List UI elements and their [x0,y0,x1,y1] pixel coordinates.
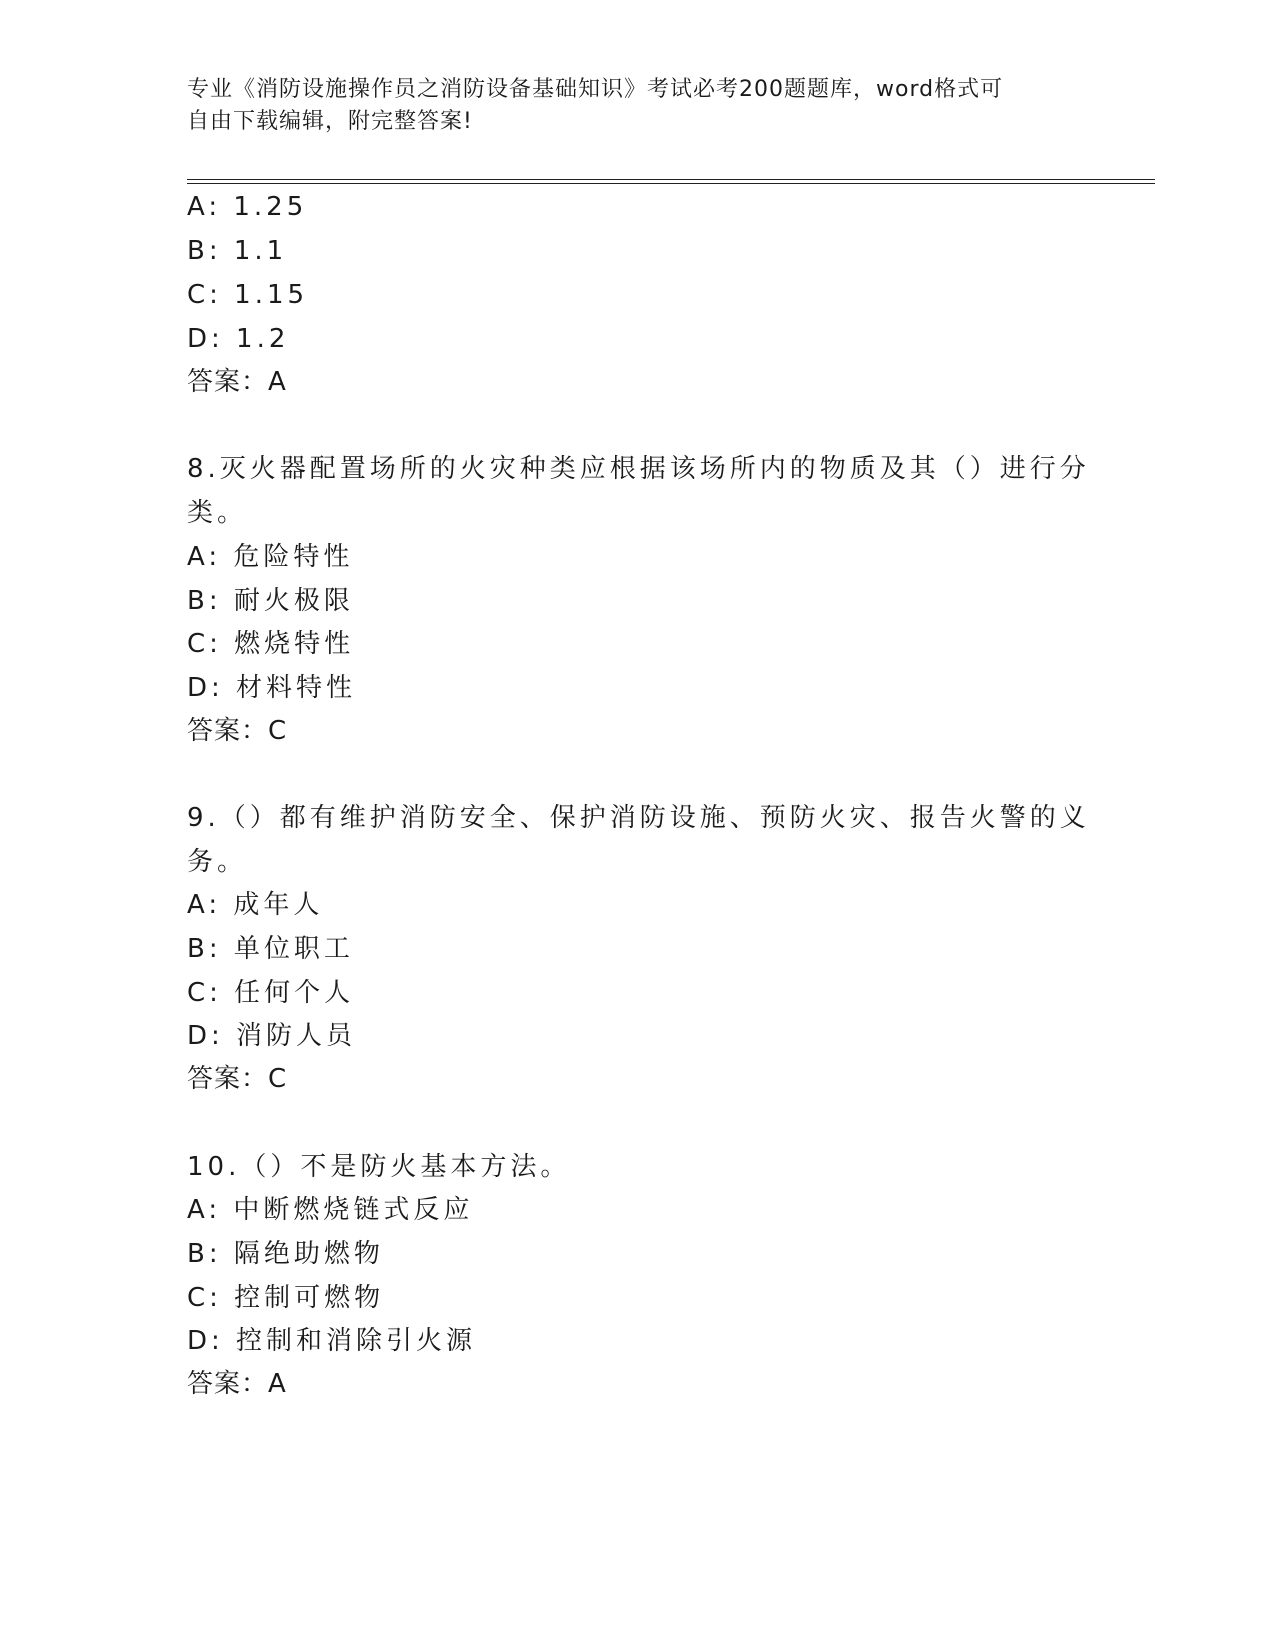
question-9-text-cont: 务。 [187,847,248,877]
option-a: A: 危险特性 [187,542,354,572]
option-a: A: 成年人 [187,890,324,920]
option-c: C: 控制可燃物 [187,1283,385,1313]
document-header [187,74,1087,138]
option-b: B: 耐火极限 [187,586,354,616]
option-c: C: 任何个人 [187,978,355,1008]
answer-line: 答案：C [187,1064,288,1094]
header-rule-top [187,179,1155,180]
question-9-text: 9.（）都有维护消防安全、保护消防设施、预防火灾、报告火警的义 [187,803,1090,833]
question-8-text-cont: 类。 [187,498,248,528]
option-d: D: 控制和消除引火源 [187,1326,477,1356]
option-a: A: 1.25 [187,192,308,222]
option-d: D: 1.2 [187,324,290,354]
header-line-2: 自由下载编辑，附完整答案! [187,109,473,134]
option-c: C: 1.15 [187,280,309,310]
option-d: D: 材料特性 [187,673,357,703]
question-8-text: 8.灭火器配置场所的火灾种类应根据该场所内的物质及其（）进行分 [187,454,1090,484]
option-a: A: 中断燃烧链式反应 [187,1195,474,1225]
answer-line: 答案：C [187,716,288,746]
option-d: D: 消防人员 [187,1021,357,1051]
answer-line: 答案：A [187,367,287,397]
option-c: C: 燃烧特性 [187,629,355,659]
header-rule-bottom [187,183,1155,184]
option-b: B: 1.1 [187,236,288,266]
option-b: B: 隔绝助燃物 [187,1239,384,1269]
header-line-1: 专业《消防设施操作员之消防设备基础知识》考试必考200题题库，word格式可 [187,77,1004,102]
question-10-text: 10.（）不是防火基本方法。 [187,1152,571,1182]
option-b: B: 单位职工 [187,934,354,964]
answer-line: 答案：A [187,1369,287,1399]
